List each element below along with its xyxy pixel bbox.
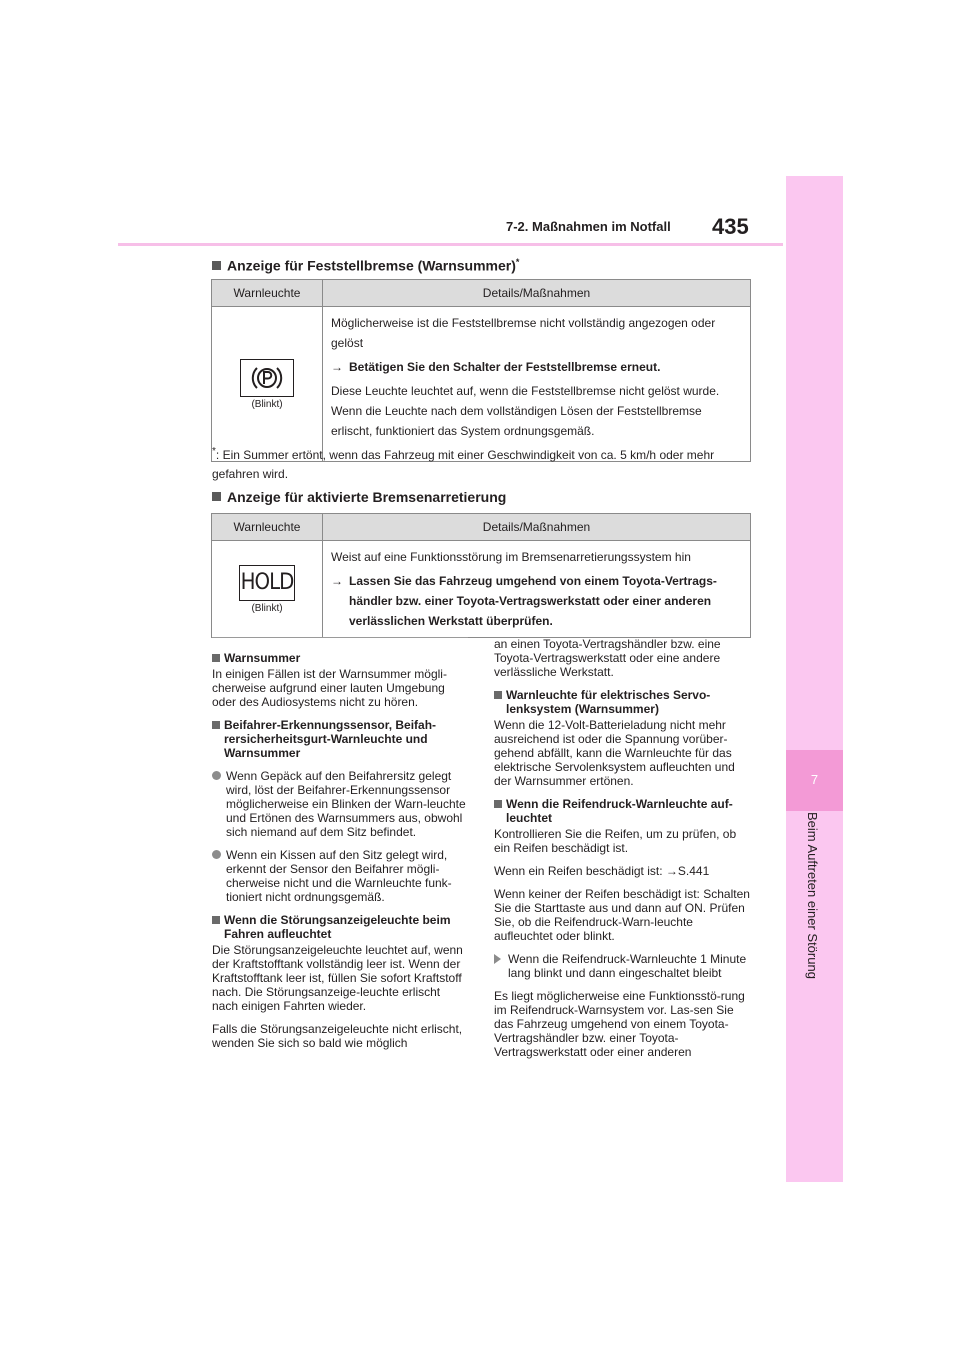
column-header-details: Details/Maßnahmen xyxy=(323,514,751,541)
page-number: 435 xyxy=(712,214,749,239)
column-header-warnleuchte: Warnleuchte xyxy=(212,514,323,541)
details-line: Möglicherweise ist die Feststellbremse nicht vollständig angezogen oder gelöst xyxy=(331,316,716,350)
column-header-warnleuchte: Warnleuchte xyxy=(212,280,323,307)
paragraph: Es liegt möglicherweise eine Funktionsstö-rung im Reifendruck-Warnsystem vor. Las-sen Sie das Fahrzeug umgehend von einem Toyota-Vertragshändler bzw. einer Toyota-Vertragswerkstatt oder einer anderen xyxy=(494,989,745,1059)
footnote xyxy=(212,442,752,484)
arrow-icon: → xyxy=(331,360,343,374)
heading-square-icon xyxy=(212,261,221,270)
header-rule xyxy=(118,243,783,246)
circle-bullet-icon xyxy=(212,848,226,904)
heading-square-icon xyxy=(212,492,221,501)
paragraph: Die Störungsanzeigeleuchte leuchtet auf, wenn der Kraftstofftank vollständig leer ist. Wenn der Kraftstofftank leer ist, füllen Sie sofort Kraftstoff nach. Die Störungsanzeige-leuchte erlischt nach einigen Fahrten wieder. xyxy=(212,943,463,1013)
paragraph: In einigen Fällen ist der Warnsummer mögli-cherweise aufgrund einer lauten Umgebung oder des Audiosystems nicht zu hören. xyxy=(212,667,447,709)
action-line xyxy=(331,357,742,377)
list-item-text: Wenn Gepäck auf den Beifahrersitz gelegt wird, löst der Beifahrer-Erkennungssensor möglicherweise ein Blinken der Warn-leuchte und Ertönen des Warnsummers aus, obwohl sich niemand auf dem Sitz befindet. xyxy=(226,769,466,839)
column-header-details: Details/Maßnahmen xyxy=(323,280,751,307)
subheading-beifahrer xyxy=(212,718,468,760)
paragraph: Wenn keiner der Reifen beschädigt ist: Schalten Sie die Starttaste aus und dann auf ON. Prüfen Sie, ob die Reifendruck-Warn-leuchte aufleuchtet oder blinkt. xyxy=(494,887,750,943)
subheading-text: Wenn die Störungsanzeigeleuchte beim Fahren aufleuchtet xyxy=(224,913,451,941)
subheading-text: Beifahrer-Erkennungssensor, Beifah-rersicherheitsgurt-Warnleuchte und Warnsummer xyxy=(224,718,437,760)
subheading-warnsummer xyxy=(212,651,468,665)
square-bullet-icon xyxy=(212,718,224,760)
square-bullet-icon xyxy=(494,688,506,716)
triangle-bullet-icon xyxy=(494,952,508,980)
square-bullet-icon xyxy=(494,797,506,825)
list-item xyxy=(494,952,752,980)
subheading-reifen xyxy=(494,797,752,825)
square-bullet-icon xyxy=(212,913,224,941)
chapter-title: Beim Auftreten einer Störung xyxy=(805,812,820,979)
subheading-text: Warnsummer xyxy=(224,651,301,665)
section-heading-parking-brake xyxy=(212,257,519,274)
subheading-text: Wenn die Reifendruck-Warnleuchte auf-leuchtet xyxy=(506,797,733,825)
paragraph: Falls die Störungsanzeigeleuchte nicht erlischt, wenden Sie sich so bald wie möglich xyxy=(212,1022,463,1050)
left-column xyxy=(212,651,468,1050)
heading-footnote-mark: * xyxy=(515,257,520,267)
action-text: Betätigen Sie den Schalter der Feststellbremse erneut. xyxy=(349,360,661,374)
details-cell xyxy=(323,541,751,638)
chapter-side-band xyxy=(786,176,843,1182)
hold-indicator-icon: HOLD xyxy=(239,565,295,601)
action-line xyxy=(331,571,742,631)
section-heading-hold xyxy=(212,489,506,505)
warning-light-cell xyxy=(212,541,323,638)
parking-brake-warning-icon xyxy=(240,359,294,397)
action-text: Lassen Sie das Fahrzeug umgehend von einem Toyota-Vertrags-händler bzw. einer Toyota-Vertragswerkstatt oder einer anderen verlässlichen Werkstatt überprüfen. xyxy=(349,574,717,628)
list-item-text: Wenn ein Kissen auf den Sitz gelegt wird, erkennt der Sensor den Beifahrer mögli-cherweise nicht und die Warnleuchte funk-tioniert nicht ordnungsgemäß. xyxy=(226,848,452,904)
hold-warning-table xyxy=(211,513,751,638)
square-bullet-icon xyxy=(212,651,224,665)
details-line: Weist auf eine Funktionsstörung im Bremsenarretierungssystem hin xyxy=(331,550,691,564)
chapter-title-wrap xyxy=(805,812,825,1022)
paragraph: Kontrollieren Sie die Reifen, um zu prüfen, ob ein Reifen beschädigt ist. xyxy=(494,827,737,855)
warning-light-cell xyxy=(212,307,323,462)
column-divider-rule xyxy=(212,637,468,638)
circle-bullet-icon xyxy=(212,769,226,839)
heading-text: Anzeige für aktivierte Bremsenarretierung xyxy=(227,489,507,505)
subheading-servo xyxy=(494,688,752,716)
list-item-text: Wenn die Reifendruck-Warnleuchte 1 Minute lang blinkt und dann eingeschaltet bleibt xyxy=(508,952,747,980)
paragraph: an einen Toyota-Vertragshändler bzw. eine Toyota-Vertragswerkstatt oder eine andere verlässliche Werkstatt. xyxy=(494,637,721,679)
chapter-number: 7 xyxy=(810,772,819,787)
section-label: 7-2. Maßnahmen im Notfall xyxy=(506,219,671,234)
subheading-text: Warnleuchte für elektrisches Servo-lenksystem (Warnsummer) xyxy=(506,688,711,716)
footnote-text: : Ein Summer ertönt, wenn das Fahrzeug mit einer Geschwindigkeit von ca. 5 km/h oder mehr gefahren wird. xyxy=(212,448,715,481)
heading-text: Anzeige für Feststellbremse (Warnsummer) xyxy=(227,257,516,274)
right-column xyxy=(494,637,752,1059)
footnote-mark: * xyxy=(212,446,216,457)
list-item xyxy=(212,848,468,904)
details-cell xyxy=(323,307,751,462)
paragraph: Wenn die 12-Volt-Batterieladung nicht mehr ausreichend ist oder die Spannung vorüber-gehend abfällt, kann die Warnleuchte für das elektrische Servolenksystem aufleuchten und der Warnsummer ertönen. xyxy=(494,718,735,788)
parking-brake-warning-table xyxy=(211,279,751,462)
icon-caption: (Blinkt) xyxy=(251,602,283,614)
subheading-stoerung xyxy=(212,913,468,941)
details-line: Diese Leuchte leuchtet auf, wenn die Feststellbremse nicht gelöst wurde. Wenn die Leuchte nach dem vollständigen Lösen der Feststellbremse erlischt, funktioniert das System ordnungsgemäß. xyxy=(331,384,720,438)
arrow-icon: → xyxy=(331,574,343,588)
page-reference[interactable]: Wenn ein Reifen beschädigt ist: →S.441 xyxy=(494,864,710,878)
list-item xyxy=(212,769,468,839)
icon-caption: (Blinkt) xyxy=(251,398,283,410)
